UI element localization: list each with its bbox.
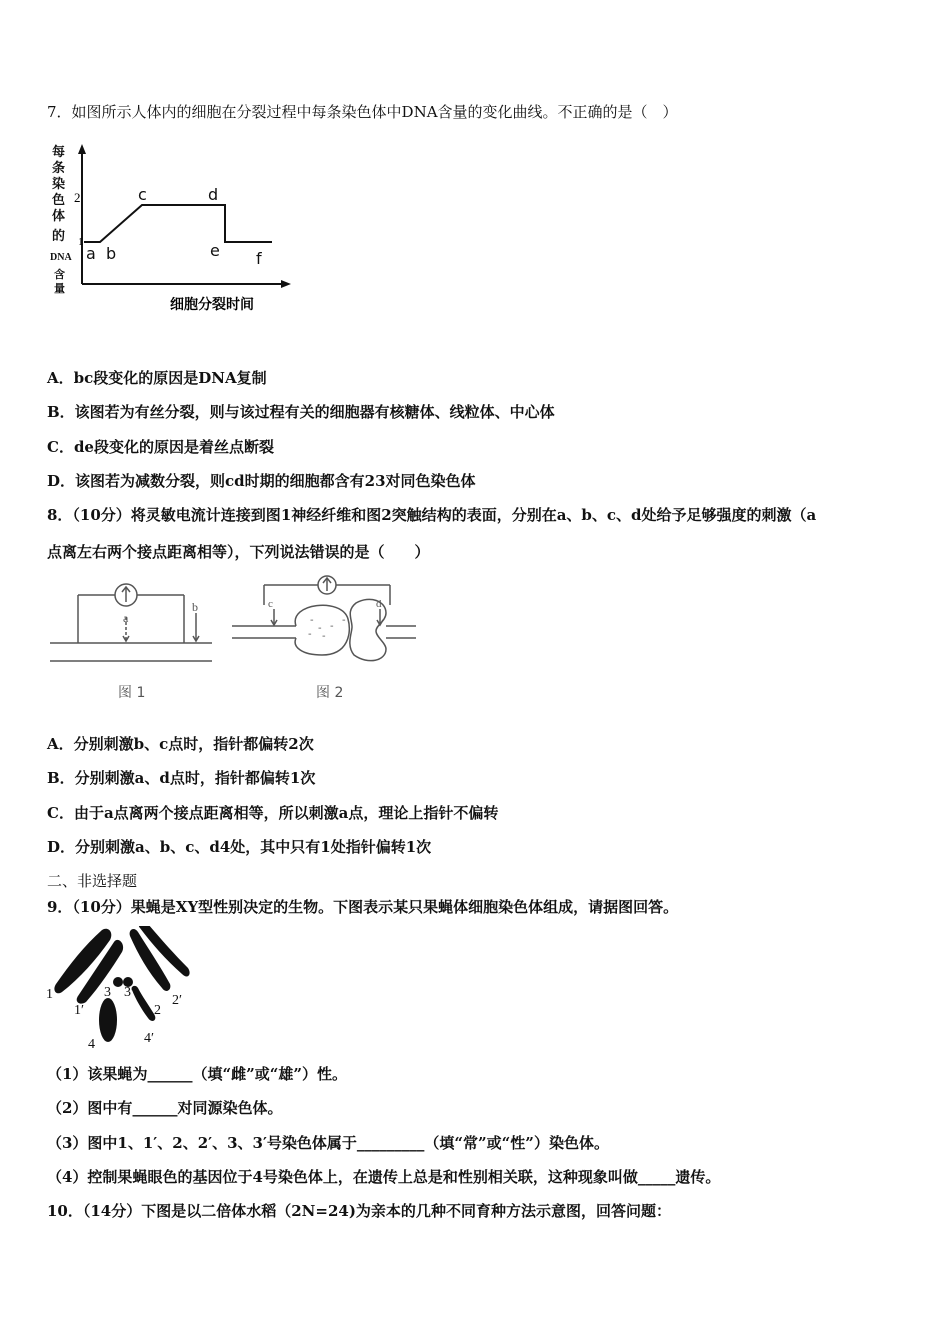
q9-label-2p: 2′ — [172, 993, 183, 1008]
q7-point-f: f — [256, 249, 262, 268]
q9-label-1: 1 — [46, 987, 53, 1002]
q9-sub-2: （2）图中有______对同源染色体。 — [47, 1099, 283, 1117]
q7-x-axis-arrow — [281, 280, 291, 288]
q9-label-4: 4 — [88, 1037, 95, 1051]
q7-ylabel-6: DNA — [50, 252, 72, 263]
q8-fig2-caption: 图 2 — [316, 685, 344, 701]
q7-ylabel-5: 的 — [52, 228, 66, 243]
svg-text:-: - — [342, 615, 346, 626]
q7-ylabel-2: 染 — [52, 176, 66, 191]
q7-tick-2: 2 — [74, 190, 81, 205]
svg-text:-: - — [330, 621, 334, 632]
q8-figures — [46, 575, 426, 705]
q7-option-b: B．该图若为有丝分裂，则与该过程有关的细胞器有核糖体、线粒体、中心体 — [47, 403, 555, 421]
q7-option-d: D．该图若为减数分裂，则cd时期的细胞都含有23对同色染色体 — [47, 472, 476, 490]
q8-option-a: A．分别刺激b、c点时，指针都偏转2次 — [47, 735, 314, 753]
q8-fig1-label-a: a — [123, 611, 129, 625]
q8-option-d: D．分别刺激a、b、c、d4处，其中只有1处指针偏转1次 — [47, 838, 432, 856]
q9-sub-4: （4）控制果蝇眼色的基因位于4号染色体上，在遗传上总是和性别相关联，这种现象叫做_____遗传。 — [47, 1168, 721, 1186]
q7-point-b: b — [106, 244, 117, 263]
q7-ylabel-4: 体 — [52, 208, 66, 223]
q7-option-c: C．de段变化的原因是着丝点断裂 — [47, 438, 274, 456]
q9-chromosomes — [54, 926, 189, 1042]
q9-label-1p: 1′ — [74, 1003, 85, 1018]
q7-ylabel-7: 含 — [54, 269, 65, 281]
svg-text:-: - — [310, 615, 314, 626]
svg-text:-: - — [322, 631, 326, 642]
q9-sub-1: （1）该果蝇为______（填“雌”或“雄”）性。 — [47, 1065, 347, 1083]
q9-label-3p: 3′ — [124, 985, 135, 1000]
svg-text:-: - — [318, 623, 322, 634]
q7-tick-1: 1 — [78, 236, 84, 248]
svg-text:-: - — [308, 629, 312, 640]
q7-ylabel-3: 色 — [52, 192, 66, 207]
q9-label-2: 2 — [154, 1003, 161, 1018]
q8-figure-2 — [232, 576, 416, 661]
q10-stem: 10．（14分）下图是以二倍体水稻（2N=24)为亲本的几种不同育种方法示意图，回答问题： — [47, 1202, 671, 1220]
q8-stem-line1: 8．（10分）将灵敏电流计连接到图1神经纤维和图2突触结构的表面，分别在a、b、c、d处给予足够强度的刺激（a — [47, 506, 817, 524]
q9-chromosome-figure — [44, 926, 194, 1051]
section-title: 二、非选择题 — [47, 872, 138, 890]
q7-ylabel-1: 条 — [52, 160, 66, 175]
q9-label-3: 3 — [104, 985, 111, 1000]
q8-fig2-label-c: c — [268, 598, 273, 610]
q8-fig1-caption: 图 1 — [118, 685, 146, 701]
q8-stem-line2: 点离左右两个接点距离相等），下列说法错误的是（ ） — [47, 543, 430, 561]
q7-stem: 7．如图所示人体内的细胞在分裂过程中每条染色体中DNA含量的变化曲线。不正确的是（ ） — [47, 103, 678, 121]
q7-point-d: d — [208, 185, 219, 204]
q7-ylabel-0: 每 — [52, 144, 66, 159]
q9-sub-3: （3）图中1、1′、2、2′、3、3′号染色体属于_________（填“常”或“性”）染色体。 — [47, 1134, 609, 1152]
q8-figure-1 — [50, 584, 212, 661]
q7-y-axis-arrow — [78, 144, 86, 154]
q8-option-b: B．分别刺激a、d点时，指针都偏转1次 — [47, 769, 316, 787]
q7-dna-curve — [84, 205, 272, 242]
q7-point-e: e — [210, 241, 220, 260]
q8-fig1-label-b: b — [192, 600, 198, 614]
q8-fig2-label-d: d — [376, 598, 382, 610]
q9-stem: 9．（10分）果蝇是XY型性别决定的生物。下图表示某只果蝇体细胞染色体组成，请据图回答。 — [47, 898, 679, 916]
q8-fig2-vesicles — [308, 615, 346, 642]
q7-dna-curve-figure — [48, 142, 298, 317]
q9-label-4p: 4′ — [144, 1031, 155, 1046]
q7-option-a: A．bc段变化的原因是DNA复制 — [47, 369, 267, 387]
q7-point-a: a — [86, 244, 96, 263]
q7-ylabel-8: 量 — [54, 283, 65, 295]
q7-point-c: c — [138, 185, 147, 204]
q7-xlabel: 细胞分裂时间 — [170, 297, 254, 313]
q8-option-c: C．由于a点离两个接点距离相等，所以刺激a点，理论上指针不偏转 — [47, 804, 499, 822]
